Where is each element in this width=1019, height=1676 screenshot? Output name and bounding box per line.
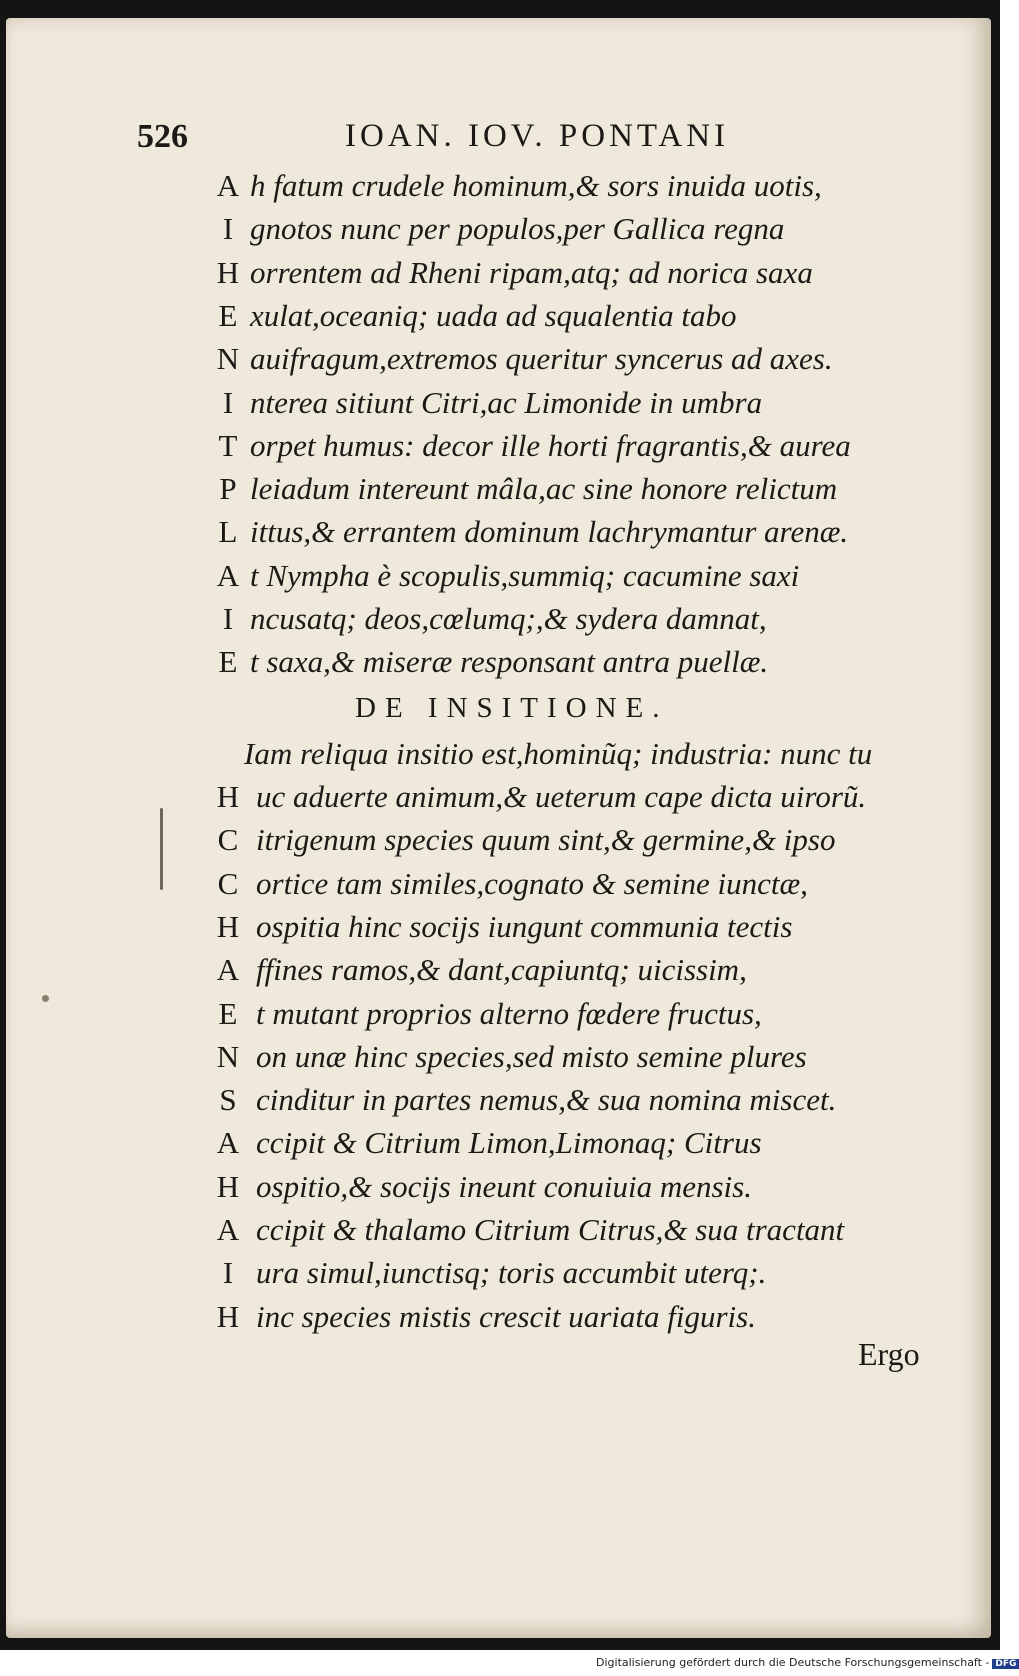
dfg-logo: DFG [992, 1659, 1019, 1669]
verse-text: itrigenum species quum sint,& germine,& ipso [256, 822, 836, 858]
verse-line [0, 168, 1000, 212]
acrostic-initial: I [222, 601, 234, 636]
section-title: DE INSITIONE. [355, 692, 669, 724]
acrostic-initial: H [216, 779, 240, 814]
verse-line [0, 341, 1000, 385]
verse-line [0, 644, 1000, 688]
verse-text: nterea sitiunt Citri,ac Limonide in umbra [250, 384, 763, 420]
verse-line [0, 1255, 1000, 1299]
verse-line [0, 909, 1000, 953]
footer-text: Digitalisierung gefördert durch die Deutsche Forschungsgemeinschaft - [596, 1656, 990, 1669]
catchword: Ergo [858, 1336, 920, 1372]
acrostic-initial: A [216, 1125, 240, 1161]
verse-line [0, 736, 1000, 780]
verse-line [0, 255, 1000, 299]
verse-text: ura simul,iunctisq; toris accumbit uterq;. [256, 1255, 767, 1291]
verse-line [0, 779, 1000, 823]
verse-text: ospitia hinc socijs iungunt communia tectis [256, 908, 793, 944]
acrostic-initial: P [219, 471, 237, 507]
acrostic-initial: H [216, 1168, 240, 1204]
acrostic-initial: H [216, 254, 240, 290]
verse-text: orpet humus: decor ille horti fragrantis,& aurea [250, 427, 851, 463]
verse-text: inc species mistis crescit uariata figuris. [256, 1298, 756, 1334]
verse-text: cinditur in partes nemus,& sua nomina miscet. [256, 1082, 837, 1118]
verse-text: ncusatq; deos,cœlumq;,& sydera damnat, [250, 601, 767, 636]
verse-line [0, 601, 1000, 645]
running-title: IOAN. IOV. PONTANI [345, 118, 730, 154]
acrostic-initial: I [222, 384, 234, 420]
verse-line [0, 866, 1000, 910]
verse-text: uc aduerte animum,& ueterum cape dicta uirorũ. [256, 779, 867, 814]
verse-text: t mutant proprios alterno fœdere fructus, [256, 995, 762, 1031]
verse-text: gnotos nunc per populos,per Gallica regna [250, 211, 785, 247]
acrostic-initial: N [216, 341, 240, 377]
verse-line [0, 1125, 1000, 1169]
verse-text: ittus,& errantem dominum lachrymantur arenæ. [250, 514, 849, 550]
ink-spot [42, 995, 49, 1002]
verse-line [0, 822, 1000, 866]
acrostic-initial: C [217, 822, 239, 858]
acrostic-initial: E [218, 297, 238, 333]
verse-line [0, 558, 1000, 602]
verse-text: t saxa,& miseræ responsant antra puellæ. [250, 644, 769, 680]
acrostic-initial: E [218, 995, 238, 1031]
verse-line [0, 211, 1000, 255]
verse-text: t Nympha è scopulis,summiq; cacumine saxi [250, 557, 800, 593]
acrostic-initial: I [222, 1255, 234, 1291]
acrostic-initial: L [218, 514, 238, 550]
verse-line [0, 471, 1000, 515]
verse-text: leiadum intereunt mâla,ac sine honore relictum [250, 471, 838, 507]
verse-line [0, 952, 1000, 996]
verse-text: on unæ hinc species,sed misto semine plures [256, 1038, 807, 1074]
acrostic-initial: E [218, 644, 238, 680]
verse-text: ccipit & Citrium Limon,Limonaq; Citrus [256, 1125, 762, 1161]
verse-line [0, 514, 1000, 558]
verse-text: orrentem ad Rheni ripam,atq; ad norica saxa [250, 254, 813, 290]
verse-line [0, 385, 1000, 429]
verse-text: xulat,oceaniq; uada ad squalentia tabo [250, 297, 737, 333]
page-header [0, 118, 1000, 168]
acrostic-initial: A [216, 1212, 240, 1247]
verse-text: h fatum crudele hominum,& sors inuida uotis, [250, 168, 822, 203]
acrostic-initial: A [216, 952, 240, 988]
verse-line [0, 1082, 1000, 1126]
verse-text: ospitio,& socijs ineunt conuiuia mensis. [256, 1168, 752, 1204]
margin-mark [160, 808, 163, 890]
verse-line [0, 1169, 1000, 1213]
acrostic-initial: A [216, 557, 240, 593]
verse-line [0, 428, 1000, 472]
verse-text: ccipit & thalamo Citrium Citrus,& sua tractant [256, 1212, 845, 1247]
verse-text: auifragum,extremos queritur syncerus ad axes. [250, 341, 833, 377]
page-number: 526 [137, 118, 188, 155]
acrostic-initial: S [219, 1082, 237, 1118]
verse-text: ffines ramos,& dant,capiuntq; uicissim, [256, 952, 747, 988]
acrostic-initial: H [216, 908, 240, 944]
acrostic-initial: N [216, 1038, 240, 1074]
verse-text: ortice tam similes,cognato & semine iunctæ, [256, 865, 808, 901]
verse-line [0, 298, 1000, 342]
digitization-footer [596, 1656, 1019, 1669]
verse-line [0, 1299, 1000, 1343]
acrostic-initial: C [217, 865, 239, 901]
acrostic-initial: H [216, 1298, 240, 1334]
first-verse-text: Iam reliqua insitio est,hominũq; industria: nunc tu [244, 736, 873, 771]
acrostic-initial: T [218, 427, 238, 463]
acrostic-initial: A [216, 168, 240, 203]
acrostic-initial: I [222, 211, 234, 247]
verse-line [0, 1212, 1000, 1256]
verse-line [0, 1039, 1000, 1083]
verse-line [0, 996, 1000, 1040]
